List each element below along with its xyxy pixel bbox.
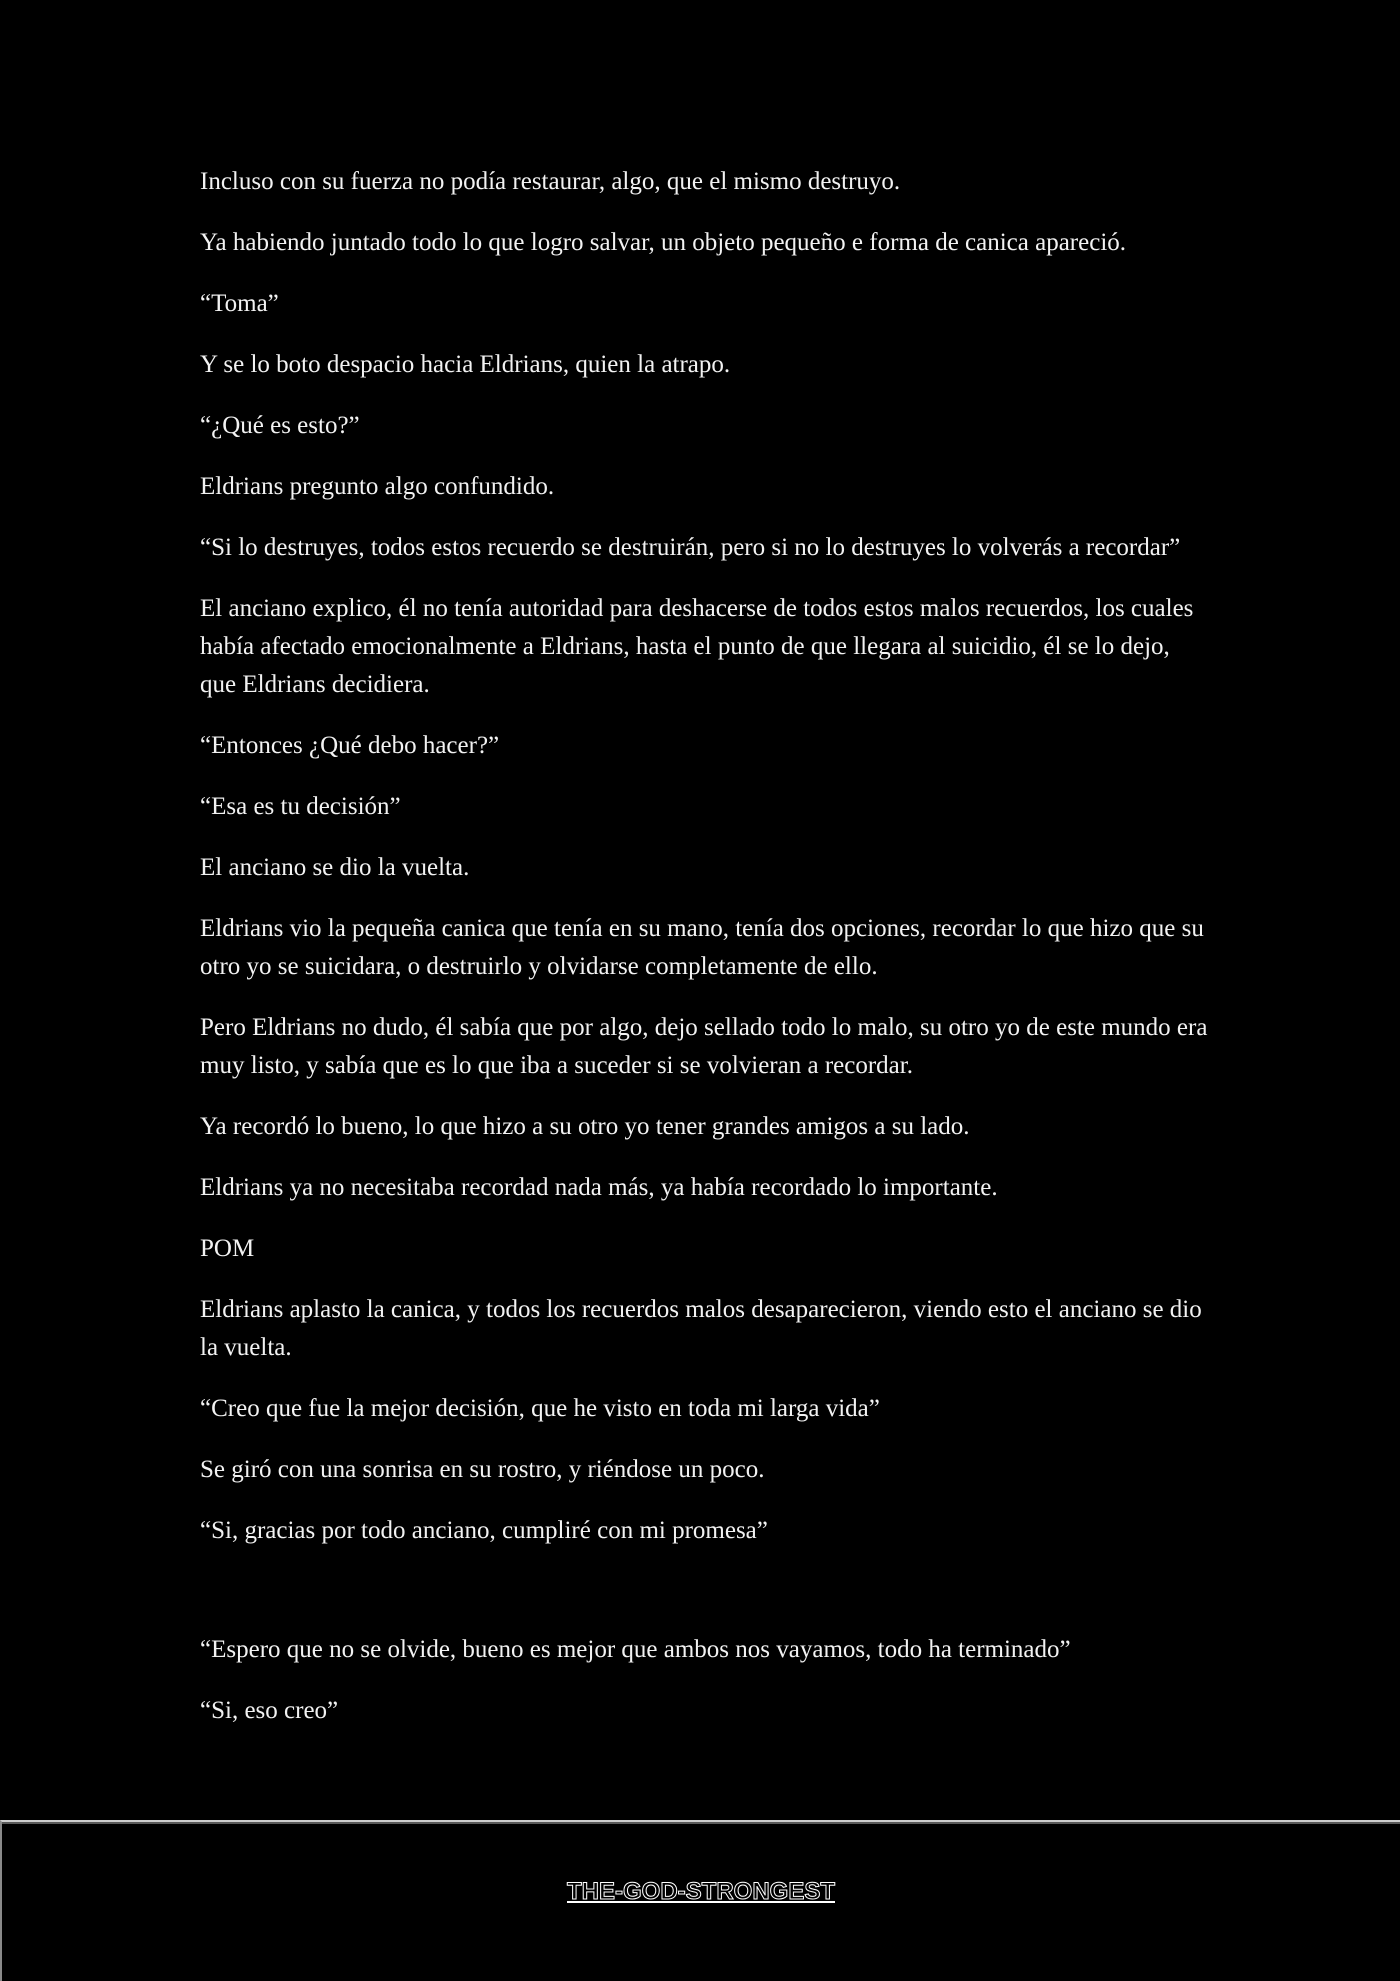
section-gap: [200, 1573, 1210, 1631]
paragraph: Incluso con su fuerza no podía restaurar, algo, que el mismo destruyo.: [200, 168, 901, 195]
paragraph: Eldrians aplasto la canica, y todos los recuerdos malos desaparecieron, viendo esto el anciano se dio la vuelta.: [200, 1296, 1202, 1361]
paragraph: El anciano se dio la vuelta.: [200, 854, 470, 881]
paragraph: Eldrians ya no necesitaba recordad nada más, ya había recordado lo importante.: [200, 1174, 998, 1201]
paragraph: Ya recordó lo bueno, lo que hizo a su otro yo tener grandes amigos a su lado.: [200, 1113, 970, 1140]
paragraph: “Entonces ¿Qué debo hacer?”: [200, 732, 500, 759]
paragraph: “Si lo destruyes, todos estos recuerdo se destruirán, pero si no lo destruyes lo volverás a recordar”: [200, 534, 1181, 561]
paragraph: “Si, eso creo”: [200, 1697, 339, 1724]
paragraph: Ya habiendo juntado todo lo que logro salvar, un objeto pequeño e forma de canica apareció.: [200, 229, 1127, 256]
paragraph: El anciano explico, él no tenía autoridad para deshacerse de todos estos malos recuerdos, los cuales había afectado emocionalmente a Eldrians, hasta el punto de que llegara al suicidio, él se lo dejo, que Eldrians decidiera.: [200, 595, 1194, 698]
paragraph: “Si, gracias por todo anciano, cumpliré con mi promesa”: [200, 1517, 768, 1544]
chapter-text: [200, 163, 1210, 1753]
paragraph: “¿Qué es esto?”: [200, 412, 360, 439]
paragraph: Eldrians pregunto algo confundido.: [200, 473, 555, 500]
paragraph: Eldrians vio la pequeña canica que tenía en su mano, tenía dos opciones, recordar lo que hizo que su otro yo se suicidara, o destruirlo y olvidarse completamente de ello.: [200, 915, 1204, 980]
paragraph: Se giró con una sonrisa en su rostro, y riéndose un poco.: [200, 1456, 765, 1483]
paragraph: “Esa es tu decisión”: [200, 793, 401, 820]
footer-brand-watermark: THE-GOD-STRONGEST: [567, 1878, 835, 1905]
paragraph: Y se lo boto despacio hacia Eldrians, quien la atrapo.: [200, 351, 731, 378]
paragraph: “Toma”: [200, 290, 279, 317]
footer-bar: [0, 1820, 1400, 1981]
paragraph: “Creo que fue la mejor decisión, que he visto en toda mi larga vida”: [200, 1395, 880, 1422]
paragraph: “Espero que no se olvide, bueno es mejor que ambos nos vayamos, todo ha terminado”: [200, 1636, 1071, 1663]
paragraph: POM: [200, 1235, 255, 1262]
paragraph: Pero Eldrians no dudo, él sabía que por algo, dejo sellado todo lo malo, su otro yo de este mundo era muy listo, y sabía que es lo que iba a suceder si se volvieran a recordar.: [200, 1014, 1208, 1079]
